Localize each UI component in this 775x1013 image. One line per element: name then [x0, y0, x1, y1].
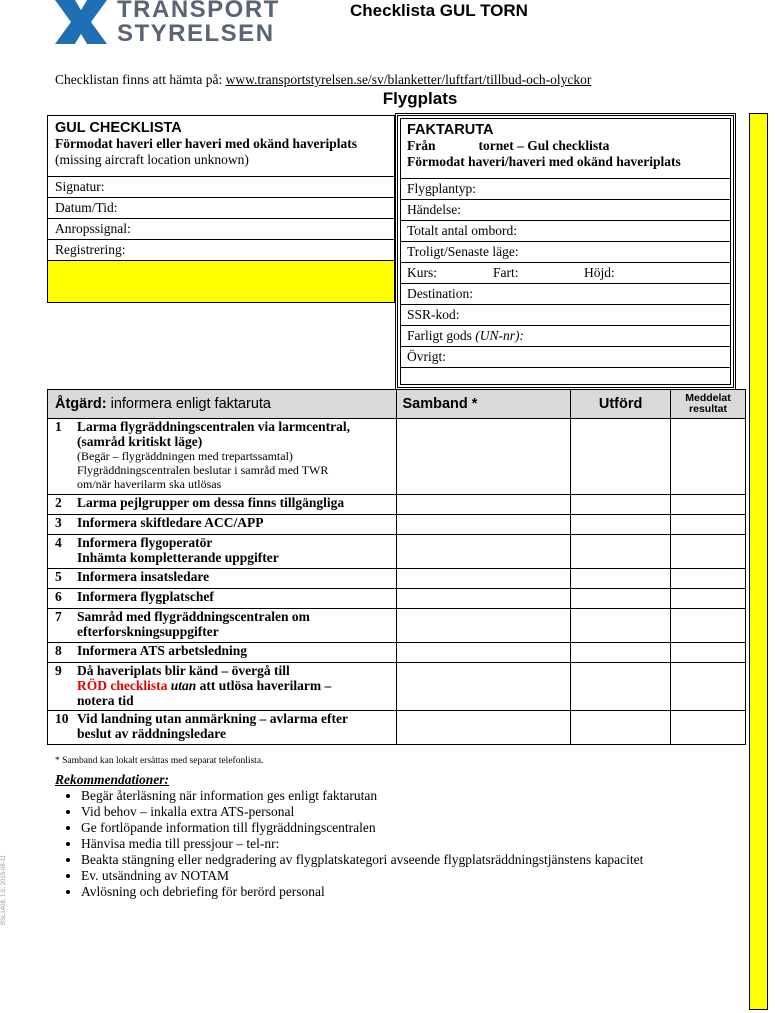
samband-cell[interactable]	[396, 609, 571, 643]
meddelat-cell[interactable]	[671, 535, 746, 569]
transportstyrelsen-logo	[55, 0, 280, 47]
yellow-side-bar	[749, 113, 768, 1010]
senaste-lage-field[interactable]: Troligt/Senaste läge:	[401, 242, 730, 263]
recommendations-list	[55, 788, 643, 900]
hojd-label: Höjd:	[584, 265, 615, 280]
col-utford: Utförd	[571, 390, 671, 419]
farligt-gods-field[interactable]	[401, 326, 730, 347]
table-row: 9 Då haveriplats blir känd – övergå till RÖD checklista utan att utlösa haverilarm – notera tid	[48, 663, 746, 711]
samband-cell[interactable]	[396, 495, 571, 515]
list-item: • Ge fortlöpande information till flygräddningscentralen	[81, 820, 643, 836]
item-9-text: Då haveriplats blir känd – övergå till	[77, 663, 290, 678]
un-nr-label: (UN-nr):	[475, 328, 525, 343]
item-6-text: Informera flygplatschef	[77, 589, 214, 604]
page-title: Checklista GUL TORN	[350, 1, 528, 20]
table-row: 5 Informera insatsledare	[48, 569, 746, 589]
list-item: • Vid behov – inkalla extra ATS-personal	[81, 804, 643, 820]
section-heading: Flygplats	[382, 89, 458, 108]
logo-mark-icon	[55, 0, 107, 44]
col-samband: Samband *	[396, 390, 571, 419]
handelse-field[interactable]: Händelse:	[401, 200, 730, 221]
antal-ombord-field[interactable]: Totalt antal ombord:	[401, 221, 730, 242]
meddelat-cell[interactable]	[671, 643, 746, 663]
faktaruta-heading: FAKTARUTA	[407, 122, 494, 138]
download-info	[55, 72, 591, 88]
utford-cell[interactable]	[571, 569, 671, 589]
samband-cell[interactable]	[396, 535, 571, 569]
ovrigt-extra-line[interactable]	[401, 368, 730, 389]
table-row: 2 Larma pejlgrupper om dessa finns tillgängliga	[48, 495, 746, 515]
meddelat-cell[interactable]	[671, 569, 746, 589]
samband-cell[interactable]	[396, 663, 571, 711]
utford-cell[interactable]	[571, 711, 671, 745]
samband-cell[interactable]	[396, 515, 571, 535]
gul-checklista-header	[47, 115, 395, 177]
destination-field[interactable]: Destination:	[401, 284, 730, 305]
item-1-text: Larma flygräddningscentralen via larmcentral,	[77, 419, 350, 434]
gul-checklista-subnote: (missing aircraft location unknown)	[55, 152, 249, 167]
item-7-text: Samråd med flygräddningscentralen om	[77, 609, 310, 624]
table-row: 7 Samråd med flygräddningscentralen om efterforskningsuppgifter	[48, 609, 746, 643]
datum-tid-field[interactable]: Datum/Tid:	[47, 198, 395, 219]
list-item: • Ev. utsändning av NOTAM	[81, 868, 643, 884]
meddelat-cell[interactable]	[671, 495, 746, 515]
meddelat-cell[interactable]	[671, 589, 746, 609]
document-code: BSL1408, 1.0, 2015-08-11	[1, 855, 7, 925]
item-3-text: Informera skiftledare ACC/APP	[77, 515, 264, 530]
item-8-text: Informera ATS arbetsledning	[77, 643, 248, 658]
samband-cell[interactable]	[396, 569, 571, 589]
samband-footnote: * Samband kan lokalt ersättas med separat telefonlista.	[55, 756, 264, 766]
utford-cell[interactable]	[571, 609, 671, 643]
flygplantyp-field[interactable]: Flygplantyp:	[401, 179, 730, 200]
logo-text-line2: STYRELSEN	[117, 20, 275, 47]
utford-cell[interactable]	[571, 515, 671, 535]
samband-cell[interactable]	[396, 643, 571, 663]
gul-checklista-subheading: Förmodat haveri eller haveri med okänd haveriplats	[55, 136, 357, 151]
table-row: 6 Informera flygplatschef	[48, 589, 746, 609]
action-table	[47, 389, 746, 745]
utford-cell[interactable]	[571, 535, 671, 569]
item-4-text: Informera flygoperatör	[77, 535, 213, 550]
kurs-label: Kurs:	[407, 265, 437, 280]
table-row: 3 Informera skiftledare ACC/APP	[48, 515, 746, 535]
col-atgard: Åtgärd: informera enligt faktaruta	[48, 390, 397, 419]
table-header-row	[48, 390, 746, 419]
meddelat-cell[interactable]	[671, 609, 746, 643]
item-5-text: Informera insatsledare	[77, 569, 210, 584]
faktaruta-header	[401, 119, 730, 179]
list-item: • Begär återläsning när information ges enligt faktarutan	[81, 788, 643, 804]
utford-cell[interactable]	[571, 419, 671, 495]
utford-cell[interactable]	[571, 643, 671, 663]
ovrigt-field[interactable]: Övrigt:	[401, 347, 730, 368]
list-item: • Beakta stängning eller nedgradering av flygplatskategori avseende flygplatsräddningstjänstens kapacitet	[81, 852, 643, 868]
faktaruta-from: Från	[407, 138, 436, 153]
gul-checklista-box	[47, 115, 395, 303]
meddelat-cell[interactable]	[671, 711, 746, 745]
table-row: 4 Informera flygoperatör Inhämta kompletterande uppgifter	[48, 535, 746, 569]
list-item: • Avlösning och debriefing för berörd personal	[81, 884, 643, 900]
farligt-gods-label: Farligt gods	[407, 328, 476, 343]
recommendations-heading: Rekommendationer:	[55, 772, 169, 787]
rod-checklista-text: RÖD checklista	[77, 678, 168, 693]
kurs-fart-hojd-row[interactable]	[401, 263, 730, 284]
meddelat-cell[interactable]	[671, 663, 746, 711]
meddelat-cell[interactable]	[671, 419, 746, 495]
meddelat-cell[interactable]	[671, 515, 746, 535]
registrering-field[interactable]: Registrering:	[47, 240, 395, 261]
ssr-kod-field[interactable]: SSR-kod:	[401, 305, 730, 326]
faktaruta-source: tornet – Gul checklista	[478, 138, 610, 153]
anropssignal-field[interactable]: Anropssignal:	[47, 219, 395, 240]
yellow-marker-area	[47, 261, 395, 303]
samband-cell[interactable]	[396, 419, 571, 495]
faktaruta-box	[395, 113, 736, 390]
download-info-prefix: Checklistan finns att hämta på:	[55, 72, 226, 87]
gul-checklista-heading: GUL CHECKLISTA	[55, 120, 182, 136]
utford-cell[interactable]	[571, 663, 671, 711]
utford-cell[interactable]	[571, 495, 671, 515]
samband-cell[interactable]	[396, 711, 571, 745]
faktaruta-subject: Förmodat haveri/haveri med okänd haveriplats	[407, 154, 681, 169]
samband-cell[interactable]	[396, 589, 571, 609]
item-10-text: Vid landning utan anmärkning – avlarma efter	[77, 711, 349, 726]
utford-cell[interactable]	[571, 589, 671, 609]
table-row: 8 Informera ATS arbetsledning	[48, 643, 746, 663]
logo-text-line1: TRANSPORT	[117, 0, 280, 23]
fart-label: Fart:	[493, 265, 519, 280]
col-meddelat: Meddelat resultat	[671, 390, 746, 419]
recommendations	[55, 772, 643, 900]
table-row: 10 Vid landning utan anmärkning – avlarma efter beslut av räddningsledare	[48, 711, 746, 745]
signatur-field[interactable]: Signatur:	[47, 177, 395, 198]
item-2-text: Larma pejlgrupper om dessa finns tillgängliga	[77, 495, 345, 510]
table-row: 1 Larma flygräddningscentralen via larmcentral, (samråd kritiskt läge) (Begär – flygräddningen med trepartssamtal) Flygräddningscentralen beslutar i samråd med TWR om/när haverilarm ska utlösas	[48, 419, 746, 495]
list-item: • Hänvisa media till pressjour – tel-nr:	[81, 836, 643, 852]
download-link[interactable]: www.transportstyrelsen.se/sv/blanketter/luftfart/tillbud-och-olyckor	[225, 72, 592, 87]
